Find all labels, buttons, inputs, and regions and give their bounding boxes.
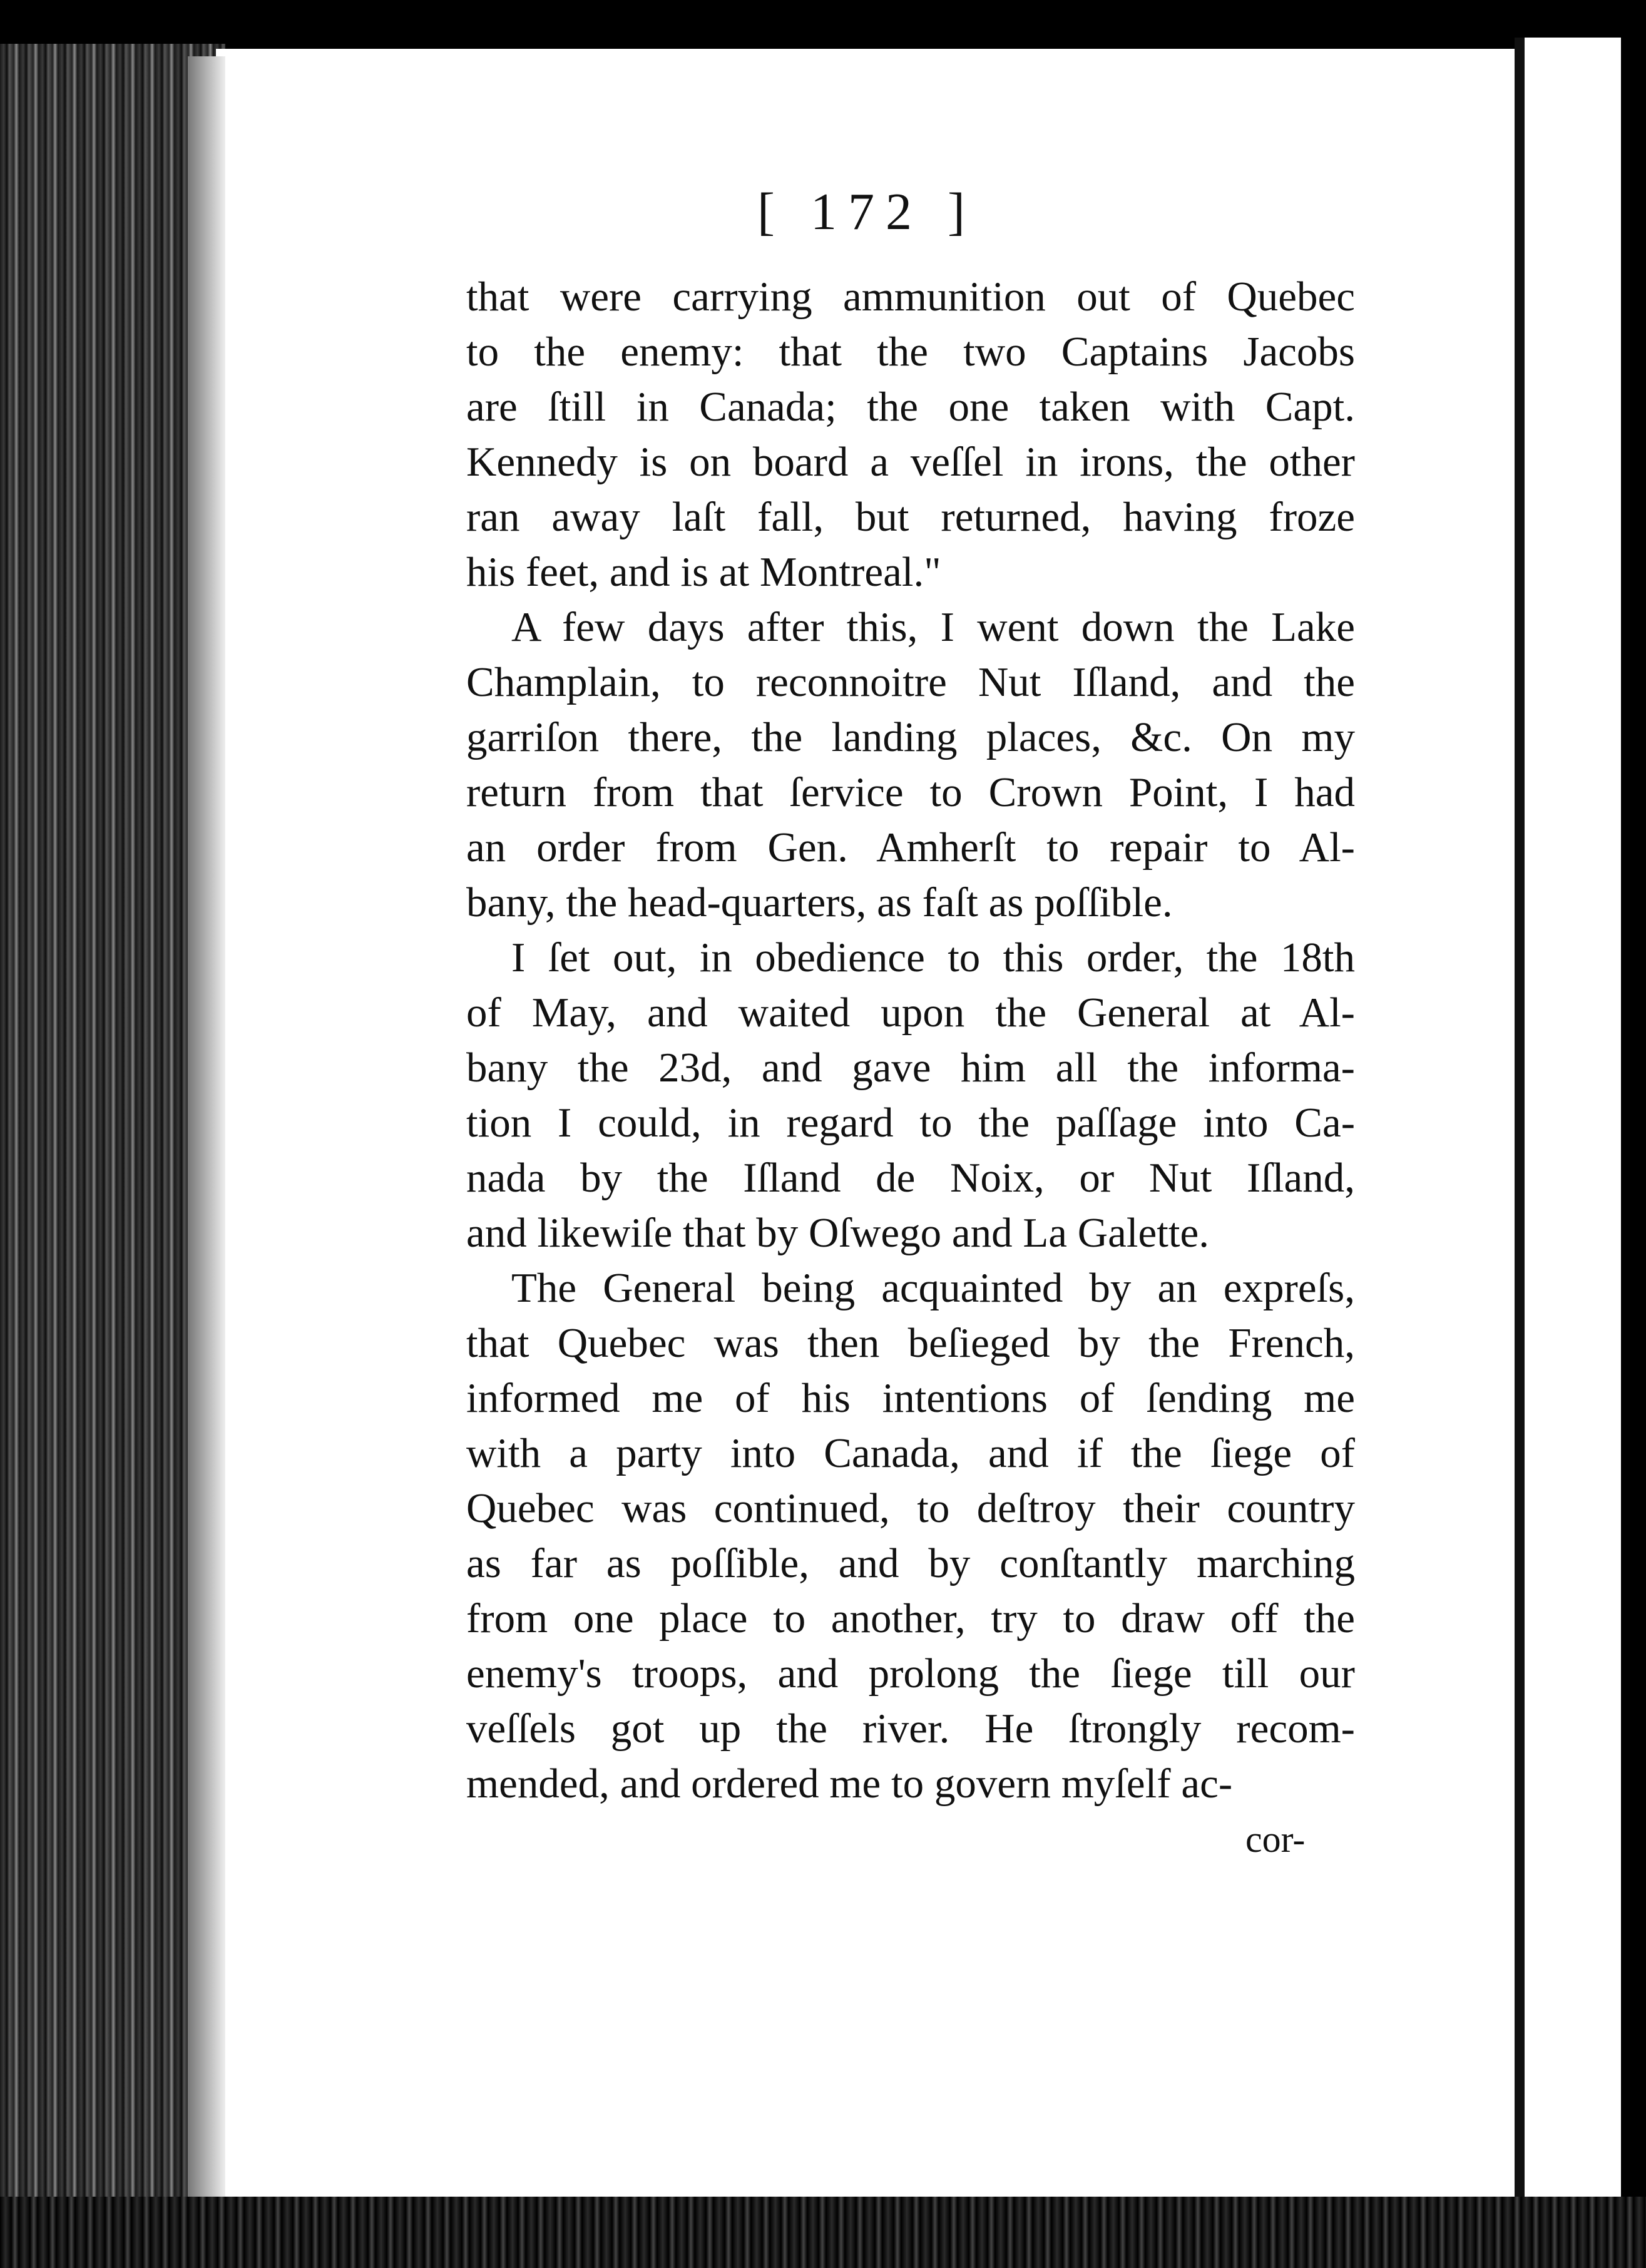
text-line: his feet, and is at Montreal."	[466, 549, 941, 595]
text-line: bany the 23d, and gave him all the informa-	[466, 1045, 1355, 1091]
text-line: I ſet out, in obedience to this order, the 18th	[511, 934, 1355, 981]
scan-bottom-border	[0, 2197, 1646, 2268]
text-line: from one place to another, try to draw off the	[466, 1595, 1355, 1642]
text-line: with a party into Canada, and if the ſiege of	[466, 1430, 1355, 1476]
text-line: Quebec was continued, to deſtroy their country	[466, 1485, 1355, 1531]
text-line: that Quebec was then beſieged by the French,	[466, 1320, 1355, 1366]
text-line: bany, the head-quarters, as faſt as poſſible.	[466, 879, 1173, 926]
text-line: Champlain, to reconnoitre Nut Iſland, and the	[466, 659, 1355, 705]
text-line: mended, and ordered me to govern myſelf ac-	[466, 1760, 1233, 1807]
text-line: of May, and waited upon the General at Al-	[466, 989, 1355, 1036]
paragraph	[466, 269, 1355, 600]
gutter-shadow	[188, 56, 225, 2197]
text-line: as far as poſſible, and by conſtantly marching	[466, 1540, 1355, 1586]
page-body-text	[466, 269, 1355, 1811]
text-line: to the enemy: that the two Captains Jacobs	[466, 329, 1355, 375]
text-line: an order from Gen. Amherſt to repair to Al-	[466, 824, 1355, 871]
text-line: The General being acquainted by an expreſs,	[511, 1265, 1355, 1311]
scan-right-border	[1621, 0, 1646, 2268]
text-line: enemy's troops, and prolong the ſiege till our	[466, 1650, 1355, 1697]
facing-page-edge	[1515, 38, 1631, 2215]
catchword: cor-	[1245, 1819, 1306, 1860]
text-line: nada by the Iſland de Noix, or Nut Iſland,	[466, 1155, 1355, 1201]
paragraph	[466, 930, 1355, 1260]
text-line: garriſon there, the landing places, &c. On my	[466, 714, 1355, 760]
paragraph	[466, 1260, 1355, 1811]
paragraph	[466, 600, 1355, 930]
text-line: return from that ſervice to Crown Point, I had	[466, 769, 1355, 815]
text-line: veſſels got up the river. He ſtrongly recom-	[466, 1705, 1355, 1752]
text-line: A few days after this, I went down the Lake	[511, 604, 1355, 650]
text-line: tion I could, in regard to the paſſage into Ca-	[466, 1100, 1355, 1146]
scan-top-border	[0, 0, 1646, 49]
text-line: are ſtill in Canada; the one taken with Capt.	[466, 384, 1355, 430]
text-line: ran away laſt fall, but returned, having froze	[466, 494, 1355, 540]
text-line: informed me of his intentions of ſending me	[466, 1375, 1355, 1421]
text-line: and likewiſe that by Oſwego and La Galette.	[466, 1210, 1209, 1256]
text-line: that were carrying ammunition out of Quebec	[466, 273, 1355, 320]
text-line: Kennedy is on board a veſſel in irons, the other	[466, 439, 1355, 485]
page-number: [ 172 ]	[757, 183, 976, 241]
